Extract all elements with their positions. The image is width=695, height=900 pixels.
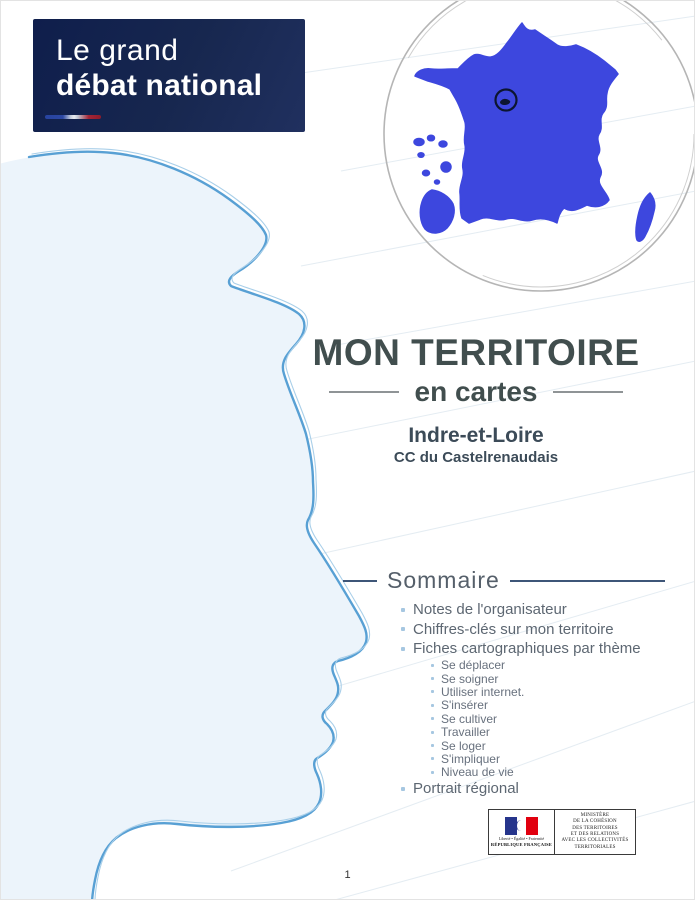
bullet-icon: [431, 744, 434, 747]
sommaire-subitem: [431, 739, 665, 752]
bullet-icon: [401, 627, 405, 631]
bullet-icon: [431, 664, 434, 667]
ministry-motto: Liberté • Égalité • Fraternité: [498, 835, 545, 841]
sommaire-subitem-label: S'impliquer: [441, 751, 500, 766]
sommaire-subitem: [431, 766, 665, 779]
bullet-icon: [431, 717, 434, 720]
bullet-icon: [401, 608, 405, 612]
sommaire-subitem-label: Se déplacer: [441, 658, 506, 673]
sommaire-dash-left: [343, 580, 377, 582]
marianne-profile-icon: [516, 820, 526, 831]
territory-name: CC du Castelrenaudais: [393, 449, 559, 466]
page-title: MON TERRITOIRE: [312, 332, 640, 373]
overseas-territories: [414, 135, 454, 233]
ministry-name-line: MINISTÈRE: [580, 813, 610, 819]
sommaire-item: [401, 620, 665, 640]
department-name: Indre-et-Loire: [408, 424, 544, 447]
subtitle-dash-left: [329, 391, 399, 393]
sommaire-subitem-label: Se soigner: [441, 671, 499, 686]
french-flag-underline: [45, 115, 101, 119]
sommaire-subitem-label: Utiliser internet.: [441, 684, 525, 699]
ministry-logo: [488, 809, 636, 855]
sommaire-section: [343, 567, 665, 799]
sommaire-subitem: [431, 699, 665, 712]
sommaire-subitem-label: Se cultiver: [441, 711, 498, 726]
sommaire-item: [401, 639, 665, 659]
bullet-icon: [431, 757, 434, 760]
ministry-republic: RÉPUBLIQUE FRANÇAISE: [490, 841, 553, 847]
france-map: [414, 23, 655, 241]
bullet-icon: [431, 677, 434, 680]
sommaire-subitem-label: S'insérer: [441, 698, 488, 713]
sommaire-subitem: [431, 712, 665, 725]
bullet-icon: [431, 690, 434, 693]
sommaire-item-label: Notes de l'organisateur: [413, 601, 567, 619]
sommaire-item: [401, 779, 665, 799]
ministry-name-line: ET DES RELATIONS: [570, 832, 620, 837]
ministry-flag-cell: [489, 810, 555, 854]
sommaire-subitem-label: Travailler: [441, 725, 490, 740]
ministry-name-line: DE LA COHÉSION: [573, 819, 617, 825]
sommaire-list: [343, 600, 665, 799]
grand-debat-logo: [33, 19, 305, 132]
sommaire-subitem: [431, 685, 665, 698]
sommaire-item-label: Portrait régional: [413, 780, 519, 798]
bullet-icon: [401, 647, 405, 651]
sommaire-subitem-label: Niveau de vie: [441, 765, 514, 780]
bullet-icon: [401, 787, 405, 791]
title-block: [301, 333, 651, 466]
bullet-icon: [431, 704, 434, 707]
ministry-name-line: TERRITORIALES: [574, 844, 616, 850]
sommaire-item-label: Chiffres-clés sur mon territoire: [413, 620, 614, 638]
corsica: [636, 193, 655, 241]
face-profile-sketch: [1, 149, 370, 900]
page-number: 1: [344, 869, 351, 881]
french-flag-icon: [505, 817, 539, 835]
sommaire-subitem: [431, 672, 665, 685]
bullet-icon: [431, 731, 434, 734]
sommaire-subitem-label: Se loger: [441, 738, 486, 753]
ministry-name-line: AVEC LES COLLECTIVITÉS: [561, 838, 629, 844]
sommaire-subitem: [431, 725, 665, 738]
sommaire-dash-right: [510, 580, 665, 582]
sommaire-item-label: Fiches cartographiques par thème: [413, 640, 641, 658]
subtitle-dash-right: [553, 391, 623, 393]
logo-line2: débat national: [56, 69, 263, 102]
logo-line1: Le grand: [56, 34, 179, 67]
ministry-name-line: DES TERRITOIRES: [572, 825, 618, 831]
page-subtitle: en cartes: [414, 376, 538, 407]
bullet-icon: [431, 771, 434, 774]
sommaire-subitem: [431, 659, 665, 672]
sommaire-heading: Sommaire: [387, 567, 500, 593]
ministry-name: [555, 810, 635, 854]
sommaire-item: [401, 600, 665, 620]
sommaire-subitem: [431, 752, 665, 765]
